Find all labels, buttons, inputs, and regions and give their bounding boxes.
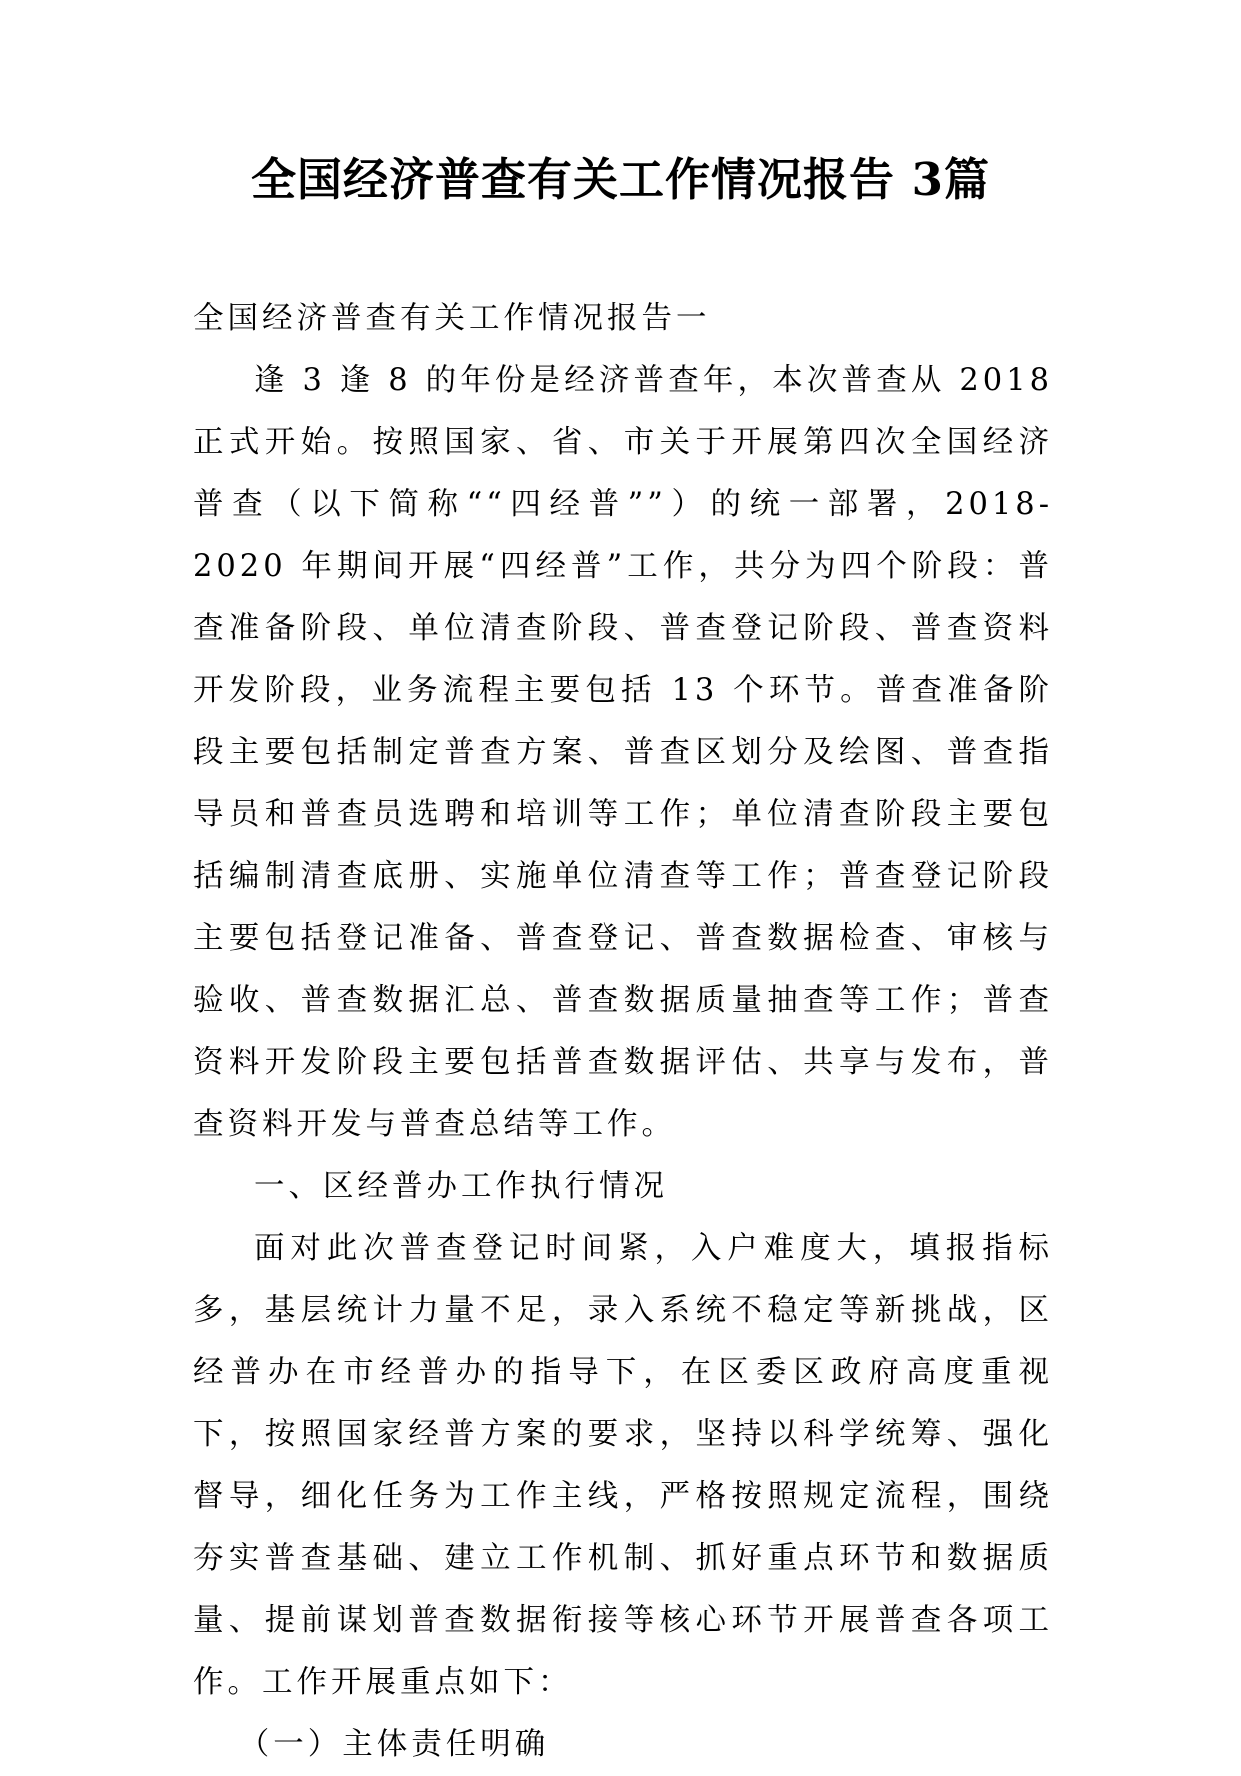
paragraph-execution: 面对此次普查登记时间紧，入户难度大，填报指标多，基层统计力量不足，录入系统不稳定等新挑战，区经普办在市经普办的指导下，在区委区政府高度重视下，按照国家经普方案的要求，坚持以科学统筹、强化督导，细化任务为工作主线，严格按照规定流程，围绕夯实普查基础、建立工作机制、抓好重点环节和数据质量、提前谋划普查数据衔接等核心环节开展普查各项工作。工作开展重点如下： <box>193 1231 1053 1700</box>
subsection-heading-responsibility: （一）主体责任明确 <box>238 1727 550 1762</box>
paragraph-overview: 逢 3 逢 8 的年份是经济普查年，本次普查从 2018 正式开始。按照国家、省、市关于开展第四次全国经济普查（以下简称““四经普””）的统一部署，2018-2020 年期间开展“四经普”工作，共分为四个阶段：普查准备阶段、单位清查阶段、普查登记阶段、普查资料开发阶段，业务流程主要包括 13 个环节。普查准备阶段主要包括制定普查方案、普查区划分及绘图、普查指导员和普查员选聘和培训等工作；单位清查阶段主要包括编制清查底册、实施单位清查等工作；普查登记阶段主要包括登记准备、普查登记、普查数据检查、审核与验收、普查数据汇总、普查数据质量抽查等工作；普查资料开发阶段主要包括普查数据评估、共享与发布，普查资料开发与普查总结等工作。 <box>193 363 1053 1142</box>
document-body <box>193 288 1053 1776</box>
section-heading-execution: 一、区经普办工作执行情况 <box>254 1169 668 1204</box>
section-heading-report-one: 全国经济普查有关工作情况报告一 <box>193 301 711 336</box>
document-title: 全国经济普查有关工作情况报告 3篇 <box>251 153 990 206</box>
